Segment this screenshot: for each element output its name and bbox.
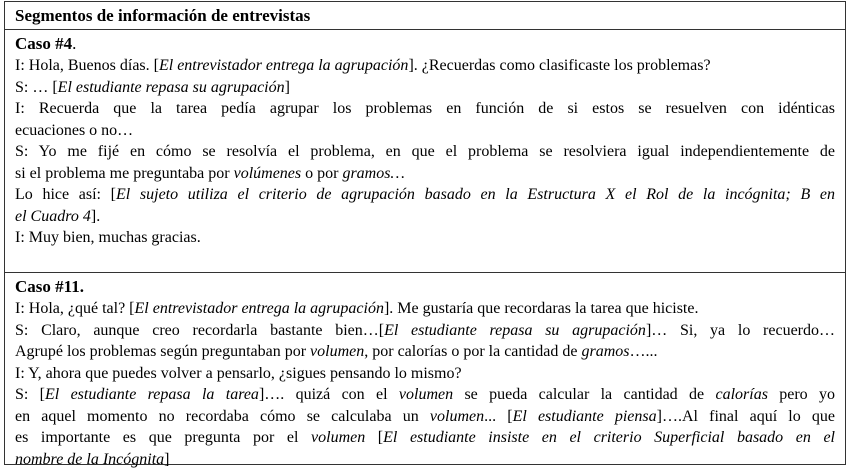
dialogue-line: [15, 341, 835, 363]
annotation-text: volumen: [430, 408, 484, 425]
annotation-text: el Cuadro 4: [15, 208, 91, 225]
table-header-row: [5, 2, 845, 30]
dialogue-line: [15, 206, 835, 228]
dialogue-line: [15, 163, 835, 185]
dialogue-line: [15, 120, 835, 142]
speech-text: ecuaciones o no…: [15, 122, 133, 139]
speech-text: S: Yo me fijé en cómo se resolvía el problema, en que el problema se resolviera igual independientemente de: [15, 143, 835, 160]
dialogue-line: [15, 406, 835, 428]
case-11-cell: [5, 273, 845, 470]
dialogue-line: [15, 55, 835, 77]
dialogue-line: [15, 363, 835, 385]
table-header: Segmentos de información de entrevistas: [5, 2, 845, 29]
case-4-dialogue: [15, 55, 835, 249]
annotation-text: nombre de la Incógnita: [15, 451, 164, 468]
case-4-cell: [5, 30, 845, 249]
dialogue-line: [15, 98, 835, 120]
speech-text: …...: [630, 343, 658, 360]
speech-text: Lo hice así: [: [15, 186, 116, 203]
annotation-text: El estudiante piensa: [513, 408, 657, 425]
speech-text: si el problema me preguntaba por: [15, 165, 234, 182]
annotation-text: volúmenes: [234, 165, 302, 182]
interview-segments-table: [4, 1, 846, 465]
annotation-text: El entrevistador entrega la agrupación: [135, 300, 384, 317]
speech-text: ].: [91, 208, 100, 225]
speech-text: S: … [: [15, 79, 58, 96]
dialogue-line: [15, 298, 835, 320]
speech-text: pero yo: [768, 386, 835, 403]
speech-text: Agrupé los problemas según preguntaban por: [15, 343, 310, 360]
dialogue-line: [15, 384, 835, 406]
speech-text: ]: [285, 79, 290, 96]
speech-text: en aquel momento no recordaba cómo se calculaba un: [15, 408, 430, 425]
annotation-text: gramos: [582, 343, 630, 360]
annotation-text: volumen: [399, 386, 453, 403]
case-11-dialogue: [15, 298, 835, 470]
case-title-text: Caso #4: [15, 34, 72, 53]
annotation-text: gramos…: [342, 165, 404, 182]
speech-text: ]. Me gustaría que recordaras la tarea que hiciste.: [384, 300, 699, 317]
case-11-row: [5, 273, 845, 464]
annotation-text: El estudiante repasa su agrupación: [58, 79, 285, 96]
speech-text: I: Hola, Buenos días. [: [15, 57, 159, 74]
annotation-text: calorías: [715, 386, 767, 403]
annotation-text: El sujeto utiliza el criterio de agrupación basado en la Estructura X el Rol de la incógnita; B en: [116, 186, 835, 203]
speech-text: S: [: [15, 386, 45, 403]
speech-text: se pueda calcular la cantidad de: [453, 386, 715, 403]
annotation-text: volumen: [310, 343, 364, 360]
speech-text: I: Hola, ¿qué tal? [: [15, 300, 135, 317]
dialogue-line: [15, 227, 835, 249]
dialogue-line: [15, 184, 835, 206]
annotation-text: El entrevistador entrega la agrupación: [159, 57, 408, 74]
annotation-text: El estudiante repasa su agrupación: [384, 322, 646, 339]
speech-text: I: Muy bien, muchas gracias.: [15, 229, 201, 246]
speech-text: ]: [164, 451, 169, 468]
case-4-title: [15, 30, 835, 55]
dialogue-line: [15, 320, 835, 342]
case-11-title: Caso #11.: [15, 273, 835, 298]
speech-text: I: Recuerda que la tarea pedía agrupar los problemas en función de si estos se resuelven con idénticas: [15, 100, 835, 117]
speech-text: ]. ¿Recuerdas como clasificaste los problemas?: [408, 57, 710, 74]
annotation-text: volumen: [311, 429, 365, 446]
annotation-text: El estudiante insiste en el criterio Superficial basado en el: [383, 429, 835, 446]
dialogue-line: [15, 141, 835, 163]
dialogue-line: [15, 427, 835, 449]
dialogue-line: [15, 77, 835, 99]
speech-text: S: Claro, aunque creo recordarla bastante bien…[: [15, 322, 384, 339]
speech-text: es importante es que pregunta por el: [15, 429, 311, 446]
speech-text: o por: [301, 165, 342, 182]
annotation-text: El estudiante repasa la tarea: [45, 386, 259, 403]
speech-text: ]… Si, ya lo recuerdo…: [646, 322, 835, 339]
speech-text: [: [365, 429, 383, 446]
case-4-row: [5, 30, 845, 273]
speech-text: , por calorías o por la cantidad de: [364, 343, 581, 360]
speech-text: ... [: [484, 408, 512, 425]
speech-text: ]….Al final aquí lo que: [657, 408, 835, 425]
case-title-suffix: .: [72, 34, 76, 53]
speech-text: I: Y, ahora que puedes volver a pensarlo, ¿sigues pensando lo mismo?: [15, 365, 462, 382]
speech-text: ]…. quizá con el: [259, 386, 399, 403]
dialogue-line: [15, 449, 835, 470]
